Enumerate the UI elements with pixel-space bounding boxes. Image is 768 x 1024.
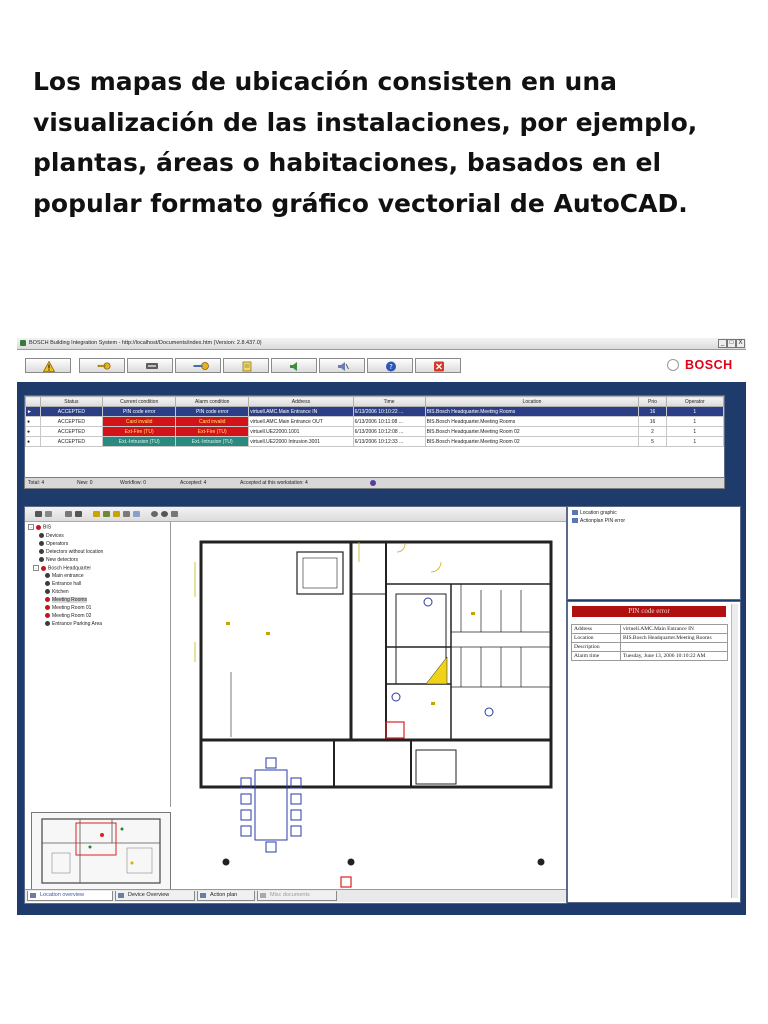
title-bar (17, 338, 746, 350)
graphic-icon (572, 510, 578, 515)
total-count: Total: 4 (28, 480, 45, 486)
action-links-panel (567, 506, 741, 600)
card-reader-button[interactable] (127, 358, 173, 373)
speaker-icon (289, 361, 301, 372)
alarm-condition-cell: Ext-Fire (TU) (176, 427, 249, 437)
current-condition-cell: Ext.-Intrusion (TU) (103, 437, 176, 447)
column-header[interactable]: Address (249, 397, 353, 407)
column-header[interactable]: Status (40, 397, 103, 407)
help-button[interactable] (367, 358, 413, 373)
location-icon (30, 893, 36, 898)
detail-row: Alarm time Tuesday, June 13, 2006 10:10:22 AM (572, 652, 728, 661)
alarm-condition-cell: Ext.-Intrusion (TU) (176, 437, 249, 447)
bis-application-window (17, 338, 746, 915)
collapse-icon[interactable]: - (28, 524, 34, 530)
time-cell: 6/13/2006 10:11:08 ... (353, 417, 425, 427)
action-plan-icon (200, 893, 206, 898)
zoom-fit-icon[interactable] (133, 511, 140, 517)
time-cell: 6/13/2006 10:12:08 ... (353, 427, 425, 437)
device-icon (118, 893, 124, 898)
exit-button[interactable] (415, 358, 461, 373)
select-icon[interactable] (65, 511, 72, 517)
alarm-detail-table (571, 624, 728, 661)
current-condition-cell: Ext-Fire (TU) (103, 427, 176, 437)
state-icon (45, 589, 50, 594)
tree-node-new-detectors[interactable]: New detectors (39, 557, 78, 563)
bosch-wordmark: BOSCH (685, 358, 733, 372)
caption-text: Los mapas de ubicación consisten en una visualización de las instalaciones, por ejemplo, plantas, áreas o habitaciones, basados en el popular formato gráfico vectorial de AutoCAD. (33, 67, 698, 218)
address-cell: virtuell.AMC.Main Entrance OUT (249, 417, 353, 427)
help-icon (385, 361, 397, 372)
map-toolbar (25, 507, 566, 522)
speaker-mute-button[interactable] (319, 358, 365, 373)
workflow-count: Workflow: 0 (120, 480, 147, 486)
current-condition-cell: Card invalid (103, 417, 176, 427)
close-icon (433, 361, 445, 372)
current-condition-cell: PIN code error (103, 407, 176, 417)
tab-action-plan[interactable]: Action plan (197, 891, 255, 901)
location-cell: BIS.Bosch Headquarter.Meeting Room 02 (425, 437, 639, 447)
column-header[interactable] (26, 397, 41, 407)
location-cell: BIS.Bosch Headquarter.Meeting Rooms (425, 407, 639, 417)
print-icon[interactable] (35, 511, 42, 517)
state-icon (39, 533, 44, 538)
status-cell: ACCEPTED (40, 407, 103, 417)
alarm-state-icon (36, 525, 41, 530)
location-panel (24, 506, 567, 904)
key-icon (97, 361, 111, 371)
detail-scrollbar[interactable] (731, 604, 738, 898)
alarm-table-header (26, 397, 724, 407)
floor-plan-view[interactable] (171, 522, 565, 888)
lock-icon: ● (26, 437, 41, 447)
overview-map[interactable] (31, 812, 171, 890)
accepted-workstation-count: Accepted at this workstation: 4 (240, 480, 308, 486)
svg-text:?: ? (389, 363, 393, 371)
column-header[interactable]: Current condition (103, 397, 176, 407)
alarm-status-bar (24, 477, 725, 489)
overview-floorplan (32, 813, 170, 889)
alarm-state-icon (45, 613, 50, 618)
key-button[interactable] (79, 358, 125, 373)
view-tabs (25, 889, 566, 902)
alarm-state-icon (45, 597, 50, 602)
column-header[interactable]: Time (353, 397, 425, 407)
collapse-icon[interactable]: - (33, 565, 39, 571)
location-cell: BIS.Bosch Headquarter.Meeting Room 02 (425, 427, 639, 437)
speaker-mute-icon (337, 361, 349, 372)
alarm-row[interactable] (26, 417, 724, 427)
layer-edit-icon[interactable] (103, 511, 110, 517)
bosch-armature-icon (667, 359, 679, 371)
zoom-icon[interactable] (161, 511, 168, 517)
detail-row: Location BIS.Bosch Headquarter.Meeting Rooms (572, 634, 728, 643)
prio-cell: 16 (639, 417, 666, 427)
alarm-state-icon (41, 566, 46, 571)
speaker-button[interactable] (271, 358, 317, 373)
state-icon (39, 557, 44, 562)
app-icon (20, 340, 26, 346)
tab-location-overview[interactable]: Location overview (27, 891, 113, 901)
address-cell: virtuell.UE22000 Intrusion.3001 (249, 437, 353, 447)
grid-icon[interactable] (123, 511, 130, 517)
key-large-icon (193, 361, 209, 371)
actionplan-icon (572, 518, 578, 523)
status-cell: ACCEPTED (40, 417, 103, 427)
operator-cell: 1 (666, 427, 723, 437)
new-count: New: 0 (77, 480, 93, 486)
operator-cell: 1 (666, 417, 723, 427)
tree-node-bosch-headquarter[interactable]: - Bosch Headquarter (33, 565, 91, 571)
documents-icon (260, 893, 266, 898)
actionplan-link[interactable]: Actionplan PIN error (572, 518, 625, 524)
floor-plan-drawing (171, 522, 565, 888)
tab-device-overview[interactable]: Device Overview (115, 891, 195, 901)
state-icon (45, 573, 50, 578)
tree-node-entrance-parking-area[interactable]: Entrance Parking Area (45, 621, 102, 627)
tree-node-main-entrance[interactable]: Main entrance (45, 573, 84, 579)
column-header[interactable]: Location (425, 397, 639, 407)
alarm-list (24, 395, 725, 479)
layers-icon[interactable] (75, 511, 82, 517)
time-cell: 6/13/2006 10:12:33 ... (353, 437, 425, 447)
tree-node-detectors-without-location[interactable]: Detectors without location (39, 549, 103, 555)
pan-icon[interactable] (171, 511, 178, 517)
lock-icon: ► (26, 407, 41, 417)
location-tree (25, 522, 171, 807)
alarm-button[interactable] (25, 358, 71, 373)
window-title: BOSCH Building Integration System - http://localhost/Documents/index.htm (Version: 2.8.437.0) (29, 340, 262, 346)
prio-cell: 16 (639, 407, 666, 417)
warning-icon (43, 361, 55, 372)
tree-node-entrance-hall[interactable]: Entrance hall (45, 581, 81, 587)
alarm-detail-panel (567, 601, 741, 903)
tree-node-meeting-room-01[interactable]: Meeting Room 01 (45, 605, 91, 611)
accepted-count: Accepted: 4 (180, 480, 207, 486)
main-toolbar (17, 350, 746, 382)
status-cell: ACCEPTED (40, 427, 103, 437)
tree-node-devices[interactable]: Devices (39, 533, 64, 539)
lock-icon: ● (26, 427, 41, 437)
tab-misc-documents[interactable]: Misc documents (257, 891, 337, 901)
state-icon (39, 541, 44, 546)
lock-icon: ● (26, 417, 41, 427)
alarm-condition-cell: PIN code error (176, 407, 249, 417)
location-graphic-link[interactable]: Location graphic (572, 510, 617, 516)
rotate-icon[interactable] (151, 511, 158, 517)
address-cell: virtuell.AMC.Main Entrance IN (249, 407, 353, 417)
close-window-button[interactable]: X (736, 339, 745, 348)
detail-row: Address virtuell.AMC.Main Entrance IN (572, 625, 728, 634)
column-header[interactable]: Prio (639, 397, 666, 407)
alarm-row[interactable] (26, 407, 724, 417)
location-cell: BIS.Bosch Headquarter.Meeting Rooms (425, 417, 639, 427)
address-cell: virtuell.UE22000.1001 (249, 427, 353, 437)
alarm-table (25, 396, 724, 447)
back-icon[interactable] (45, 511, 52, 517)
alarm-detail-title: PIN code error (572, 606, 726, 617)
layer-view-icon[interactable] (93, 511, 100, 517)
alarm-row[interactable] (26, 437, 724, 447)
state-icon (45, 581, 50, 586)
prio-cell: 2 (639, 427, 666, 437)
alarm-state-icon (45, 605, 50, 610)
prio-cell: 5 (639, 437, 666, 447)
status-cell: ACCEPTED (40, 437, 103, 447)
column-header[interactable]: Alarm condition (176, 397, 249, 407)
alarm-row[interactable] (26, 427, 724, 437)
status-indicator-icon (370, 480, 376, 486)
alarm-condition-cell: Card invalid (176, 417, 249, 427)
state-icon (39, 549, 44, 554)
state-icon (45, 621, 50, 626)
layer-filter-icon[interactable] (113, 511, 120, 517)
column-header[interactable]: Operator (666, 397, 723, 407)
tree-node-operators[interactable]: Operators (39, 541, 68, 547)
documents-icon (241, 361, 253, 372)
detail-row: Description (572, 643, 728, 652)
operator-cell: 1 (666, 407, 723, 417)
tree-node-meeting-rooms[interactable]: Meeting Rooms (45, 597, 87, 603)
key-large-button[interactable] (175, 358, 221, 373)
minimize-button[interactable]: _ (718, 339, 727, 348)
time-cell: 6/13/2006 10:10:22 ... (353, 407, 425, 417)
tree-node-bis[interactable]: - BIS (28, 524, 51, 530)
card-reader-icon (145, 361, 159, 371)
maximize-button[interactable]: □ (727, 339, 736, 348)
documents-button[interactable] (223, 358, 269, 373)
tree-node-meeting-room-02[interactable]: Meeting Room 02 (45, 613, 91, 619)
operator-cell: 1 (666, 437, 723, 447)
tree-node-kitchen[interactable]: Kitchen (45, 589, 69, 595)
